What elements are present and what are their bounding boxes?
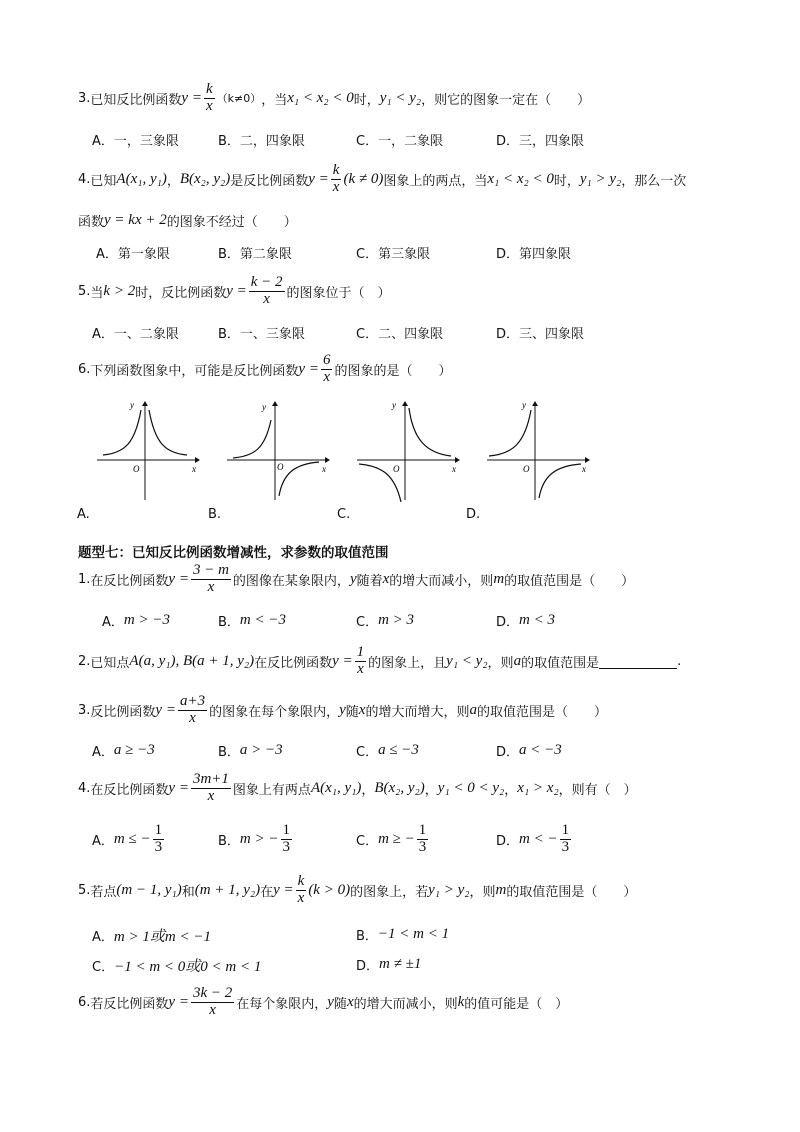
option-b: B． m < −3 — [218, 612, 286, 630]
question-4b: 4. 在反比例函数 y = $\frac{3m+1}{x}$ 图象上有两点 A(x₁, y₁) ， B(x₂, y₂) ， y₁ < 0 < y₂ ， x₁ > x₂ ，则有（ ） — [78, 771, 637, 804]
svg-text:y: y — [262, 402, 266, 412]
option-d: D． m < 3 — [496, 612, 555, 630]
question-number: 3. — [78, 90, 91, 106]
option-b: B．二，四象限 — [218, 134, 305, 149]
question-5b: 5. 若点 (m − 1, y₁) 和 (m + 1, y₂) 在 y = $\frac{k}{x}$ (k > 0) 的图象上，若 y₁ > y₂ ，则 m 的取值范围是（ ） — [78, 873, 637, 906]
answer-blank[interactable] — [599, 654, 677, 669]
svg-text:y: y — [522, 400, 526, 410]
question-number: 5. — [78, 882, 91, 898]
question-number: 4. — [78, 780, 91, 796]
fraction: $\frac{3 - m}{x}$ — [192, 562, 229, 595]
graph-d — [485, 398, 595, 503]
option-a: A． m ≤ − $\frac{1}{3}$ — [92, 822, 163, 855]
origin-label: O — [133, 464, 140, 474]
option-a: A． m > −3 — [102, 612, 170, 630]
axis-label-y: y — [130, 400, 134, 410]
question-number: 3. — [78, 702, 91, 718]
graph-label-a: A. — [77, 507, 90, 522]
fraction: $\frac{a+3}{x}$ — [179, 693, 206, 726]
question-3b: 3. 反比例函数 y = $\frac{a+3}{x}$ 的图象在每个象限内， y 随 x 的增大而增大，则 a 的取值范围是（ ） — [78, 693, 607, 726]
option-d: D．三，四象限 — [496, 134, 585, 149]
fraction: $\frac{1}{x}$ — [356, 644, 365, 677]
option-a: A．一，三象限 — [92, 134, 179, 149]
svg-text:O: O — [393, 464, 400, 474]
axis-label-x: x — [192, 464, 196, 474]
svg-text:y: y — [392, 400, 396, 410]
question-number: 6. — [78, 361, 91, 377]
section-title: 题型七：已知反比例函数增减性，求参数的取值范围 — [78, 545, 389, 561]
option-c: C． a ≤ −3 — [356, 742, 419, 760]
question-number: 4. — [78, 171, 91, 187]
fraction: $\frac{k}{x}$ — [332, 162, 340, 195]
option-c: C．二、四象限 — [356, 327, 444, 342]
option-c: C． m > 3 — [356, 612, 415, 630]
option-c: C．第三象限 — [356, 247, 431, 262]
option-d: D．三、四象限 — [496, 327, 585, 342]
fraction: $\frac{3k - 2}{x}$ — [192, 985, 233, 1018]
option-c: C．一，二象限 — [356, 134, 444, 149]
question-number: 1. — [78, 571, 91, 587]
svg-text:x: x — [322, 464, 326, 474]
option-a: A． a ≥ −3 — [92, 742, 155, 760]
option-b: B． m > − $\frac{1}{3}$ — [218, 822, 290, 855]
option-c: C． −1 < m < 0或0 < m < 1 — [92, 959, 262, 975]
fraction: $\frac{k}{x}$ — [297, 873, 305, 906]
question-number: 5. — [78, 283, 91, 299]
option-b: B． −1 < m < 1 — [356, 926, 450, 944]
question-4a-line2: 函数 y = kx + 2 的图象不经过（ ） — [78, 212, 297, 230]
graph-c — [355, 398, 465, 503]
fraction: $\frac{k}{x}$ — [205, 81, 213, 114]
question-6a: 6. 下列函数图象中，可能是反比例函数 y = $\frac{6}{x}$ 的图象的是（ ） — [78, 352, 452, 385]
graph-b — [225, 398, 335, 503]
option-b: B．第二象限 — [218, 247, 292, 262]
svg-text:O: O — [277, 462, 284, 472]
fraction: $\frac{k - 2}{x}$ — [250, 274, 283, 307]
option-d: D．第四象限 — [496, 247, 572, 262]
question-number: 6. — [78, 994, 91, 1010]
svg-text:x: x — [452, 464, 456, 474]
option-d: D． m < − $\frac{1}{3}$ — [496, 822, 570, 855]
option-b: B． a > −3 — [218, 742, 283, 760]
option-d: D． m ≠ ±1 — [356, 956, 422, 974]
graph-label-d: D. — [466, 507, 481, 522]
question-number: 2. — [78, 653, 91, 669]
option-a: A．第一象限 — [96, 247, 170, 262]
question-2b: 2. 已知点 A(a, y₁), B(a + 1, y₂) 在反比例函数 y = $\frac{1}{x}$ 的图象上，且 y₁ < y₂ ，则 a 的取值范围是 . — [78, 644, 682, 677]
question-4a: 4. 已知 A(x₁, y₁) ， B(x₂, y₂) 是反比例函数 y = $\frac{k}{x}$ (k ≠ 0) 图象上的两点，当 x₁ < x₂ < 0 时， y₁ > y₂ ，那么一次 — [78, 162, 687, 195]
question-1b: 1. 在反比例函数 y = $\frac{3 - m}{x}$ 的图像在某象限内， y 随着 x 的增大而减小，则 m 的取值范围是（ ） — [78, 562, 635, 595]
graph-a — [95, 398, 205, 503]
svg-text:x: x — [582, 464, 586, 474]
option-c: C． m ≥ − $\frac{1}{3}$ — [356, 822, 427, 855]
option-a: A．一、二象限 — [92, 327, 179, 342]
option-d: D． a < −3 — [496, 742, 562, 760]
graph-label-b: B. — [208, 507, 222, 522]
fraction: $\frac{6}{x}$ — [322, 352, 331, 385]
option-b: B．一、三象限 — [218, 327, 305, 342]
fraction: $\frac{3m+1}{x}$ — [192, 771, 229, 804]
svg-text:O: O — [523, 464, 530, 474]
graph-label-c: C. — [337, 507, 351, 522]
option-a: A． m > 1或m < −1 — [92, 929, 211, 945]
question-3a: 3. 已知反比例函数 y = $\frac{k}{x}$ （k≠0） ，当 x₁ < x₂ < 0 时， y₁ < y₂ ，则它的图象一定在（ ） — [78, 81, 591, 114]
question-5a: 5. 当 k > 2 时，反比例函数 y = $\frac{k - 2}{x}$ 的图象位于（ ） — [78, 274, 391, 307]
question-6b: 6. 若反比例函数 y = $\frac{3k - 2}{x}$ 在每个象限内， y 随 x 的增大而减小，则 k 的值可能是（ ） — [78, 985, 569, 1018]
